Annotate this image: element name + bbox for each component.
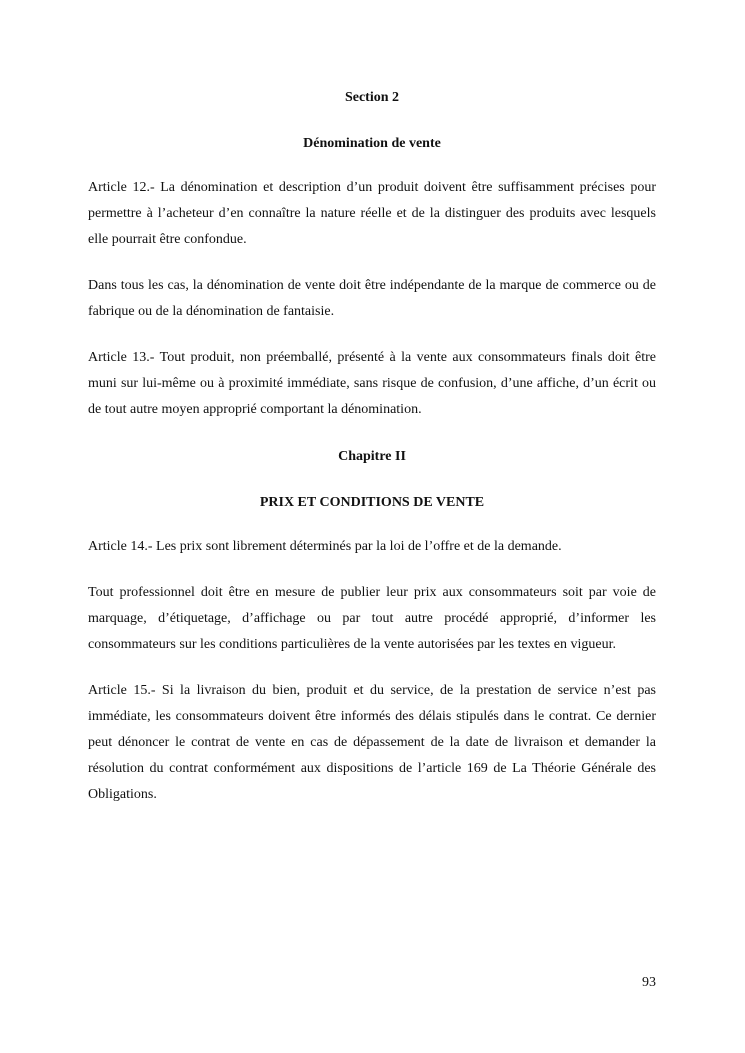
paragraph-denomination-independence: Dans tous les cas, la dénomination de vente doit être indépendante de la marque de commerce ou de fabrique ou de la dénomination de fantaisie. xyxy=(88,278,656,319)
section-heading: Section 2 xyxy=(344,90,400,105)
page-number: 93 xyxy=(642,975,656,990)
section-title: Dénomination de vente xyxy=(303,136,441,151)
article-14-paragraph: Article 14.- Les prix sont librement déterminés par la loi de l’offre et de la demande. xyxy=(88,539,562,554)
article-13-paragraph: Article 13.- Tout produit, non préemballé, présenté à la vente aux consommateurs finals doit être muni sur lui-même ou à proximité immédiate, sans risque de confusion, d’une affiche, d’un écrit ou de tout autre moyen approprié comportant la dénomination. xyxy=(88,350,656,417)
article-15-paragraph: Article 15.- Si la livraison du bien, produit et du service, de la prestation de service n’est pas immédiate, les consommateurs doivent être informés des délais stipulés dans le contrat. Ce dernier peut dénoncer le contrat de vente en cas de dépassement de la date de livraison et demander la résolution du contrat conformément aux dispositions de l’article 169 de La Théorie Générale des Obligations. xyxy=(88,683,656,802)
article-12-paragraph: Article 12.- La dénomination et description d’un produit doivent être suffisamment précises pour permettre à l’acheteur d’en connaître la nature réelle et de la distinguer des produits avec lesquels elle pourrait être confondue. xyxy=(88,180,656,247)
chapter-title: PRIX ET CONDITIONS DE VENTE xyxy=(259,495,485,510)
chapter-heading: Chapitre II xyxy=(338,449,406,464)
paragraph-price-publication: Tout professionnel doit être en mesure de publier leur prix aux consommateurs soit par voie de marquage, d’étiquetage, d’affichage ou par tout autre procédé approprié, d’informer les consommateurs sur les conditions particulières de la vente autorisées par les textes en vigueur. xyxy=(88,585,656,652)
